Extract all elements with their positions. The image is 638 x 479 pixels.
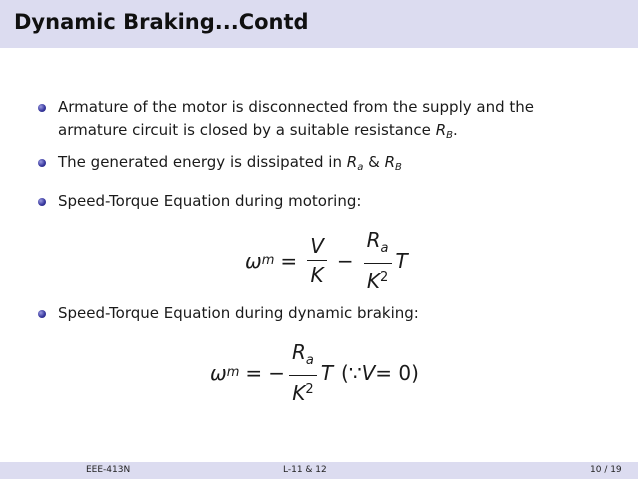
denominator — [289, 376, 316, 405]
k-symbol: K — [366, 269, 380, 293]
resistance-subscript: B — [446, 130, 453, 141]
minus-sign: − — [268, 360, 285, 385]
bullet-1-line-1: Armature of the motor is disconnected from the supply and the — [58, 98, 534, 116]
ra-subscript: a — [305, 353, 314, 368]
rb-subscript: B — [395, 162, 402, 173]
omega-symbol: ω — [210, 360, 227, 385]
omega-subscript: m — [226, 365, 240, 380]
numerator — [364, 228, 392, 264]
ra-symbol: R — [366, 228, 381, 252]
exponent: 2 — [380, 270, 389, 285]
fraction-ra-over-k2 — [289, 340, 317, 405]
bullet-icon — [38, 198, 46, 206]
omega-subscript: m — [261, 253, 275, 268]
voltage-symbol: V — [361, 360, 376, 385]
equation-motoring — [245, 228, 408, 293]
denominator: K — [310, 263, 324, 287]
torque-symbol: T — [320, 360, 334, 385]
bullet-1-text: armature circuit is closed by a suitable resistance — [58, 121, 436, 139]
ampersand: & — [363, 153, 385, 171]
bullet-2-text: The generated energy is dissipated in — [58, 153, 347, 171]
omega-symbol: ω — [245, 248, 262, 273]
minus-sign: − — [336, 248, 354, 273]
bullet-2 — [58, 151, 402, 179]
bullet-icon — [38, 159, 46, 167]
bullet-icon — [38, 104, 46, 112]
condition-open: (∵ — [341, 360, 362, 385]
footer-page-number: 10 / 19 — [590, 465, 622, 475]
footer-lecture: L-11 & 12 — [283, 465, 327, 475]
resistance-symbol: R — [435, 121, 447, 139]
bullet-icon — [38, 310, 46, 318]
numerator: V — [307, 234, 327, 261]
exponent: 2 — [305, 382, 314, 397]
bullet-3: Speed-Torque Equation during motoring: — [58, 192, 362, 210]
fraction-ra-over-k2 — [364, 228, 392, 293]
ra-subscript: a — [380, 241, 389, 256]
condition-rest: = 0) — [375, 360, 419, 385]
footer-course: EEE-413N — [86, 465, 131, 475]
equals-sign: = — [280, 248, 298, 273]
equals-sign: = — [245, 360, 263, 385]
ra-symbol: R — [346, 153, 358, 171]
slide-title: Dynamic Braking...Contd — [14, 10, 309, 34]
footer-bar — [0, 462, 638, 479]
rb-symbol: R — [384, 153, 395, 171]
equation-dynamic-braking — [210, 340, 419, 405]
torque-symbol: T — [395, 248, 408, 273]
period: . — [453, 121, 458, 139]
numerator — [289, 340, 317, 376]
bullet-1-line-2 — [58, 119, 458, 147]
ra-symbol: R — [291, 340, 306, 364]
ra-subscript: a — [357, 162, 364, 173]
bullet-4: Speed-Torque Equation during dynamic braking: — [58, 304, 419, 322]
fraction-v-over-k — [307, 234, 327, 287]
denominator — [364, 264, 391, 293]
k-symbol: K — [292, 381, 306, 405]
